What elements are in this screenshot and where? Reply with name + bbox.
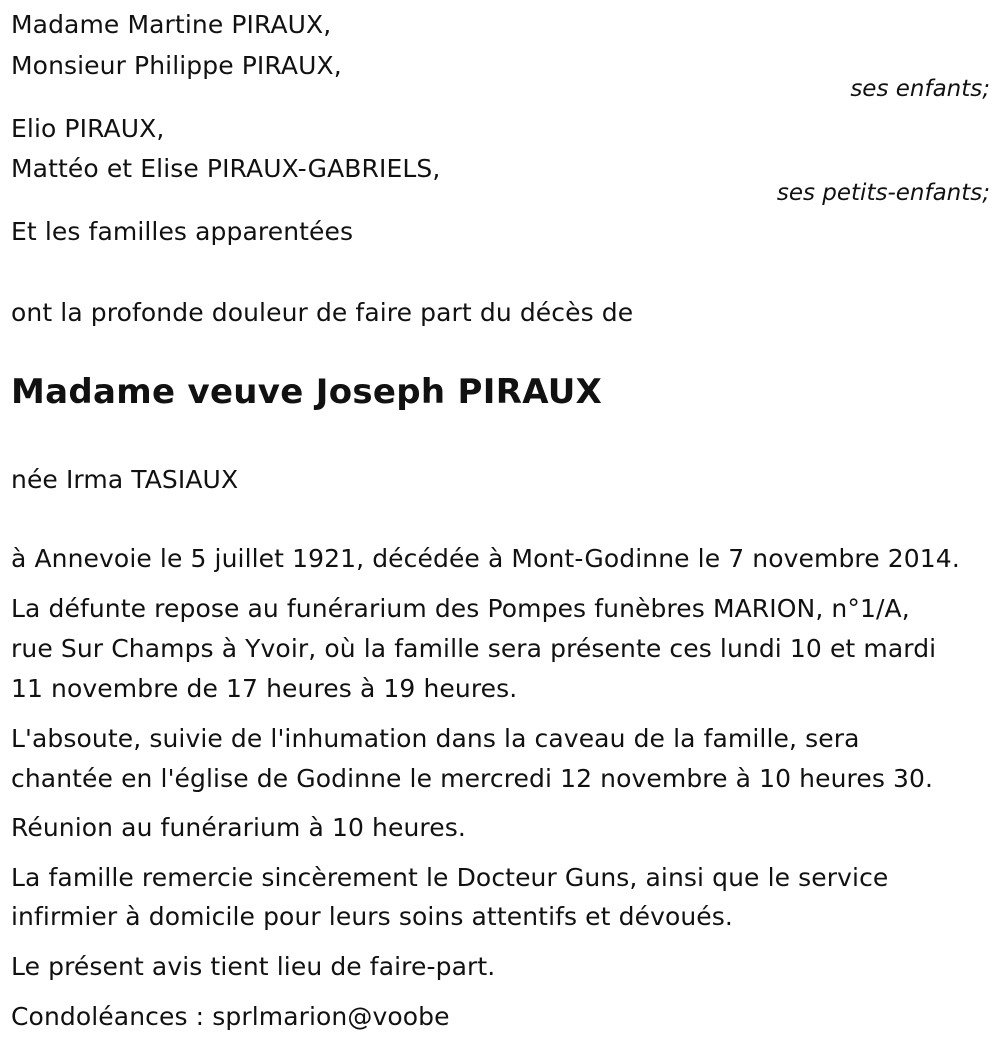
- condolences-line: Condoléances : sprlmarion@voobe: [11, 1002, 450, 1031]
- deceased-name: Madame veuve Joseph PIRAUX: [11, 372, 603, 412]
- paragraph-funerarium-3: 11 novembre de 17 heures à 19 heures.: [11, 674, 518, 703]
- paragraph-thanks-2: infirmier à domicile pour leurs soins attentifs et dévoués.: [11, 902, 733, 931]
- child-1: Madame Martine PIRAUX,: [11, 10, 332, 39]
- child-2: Monsieur Philippe PIRAUX,: [11, 51, 342, 80]
- children-role: ses enfants;: [850, 76, 990, 102]
- paragraph-notice: Le présent avis tient lieu de faire-part.: [11, 952, 496, 981]
- paragraph-thanks-1: La famille remercie sincèrement le Docteur Guns, ainsi que le service: [11, 863, 889, 892]
- birth-death-dates: à Annevoie le 5 juillet 1921, décédée à Mont-Godinne le 7 novembre 2014.: [11, 544, 960, 573]
- paragraph-funerarium-1: La défunte repose au funérarium des Pompes funèbres MARION, n°1/A,: [11, 594, 910, 623]
- paragraph-funerarium-2: rue Sur Champs à Yvoir, où la famille sera présente ces lundi 10 et mardi: [11, 634, 937, 663]
- grandchild-2: Mattéo et Elise PIRAUX-GABRIELS,: [11, 154, 441, 183]
- paragraph-ceremony-2: chantée en l'église de Godinne le mercredi 12 novembre à 10 heures 30.: [11, 764, 934, 793]
- paragraph-reunion: Réunion au funérarium à 10 heures.: [11, 813, 466, 842]
- families-line: Et les familles apparentées: [11, 217, 354, 246]
- grandchild-1: Elio PIRAUX,: [11, 114, 165, 143]
- announcement-line: ont la profonde douleur de faire part du décès de: [11, 298, 634, 327]
- maiden-name: née Irma TASIAUX: [11, 465, 239, 494]
- paragraph-ceremony-1: L'absoute, suivie de l'inhumation dans la caveau de la famille, sera: [11, 724, 860, 753]
- grandchildren-role: ses petits-enfants;: [776, 180, 990, 206]
